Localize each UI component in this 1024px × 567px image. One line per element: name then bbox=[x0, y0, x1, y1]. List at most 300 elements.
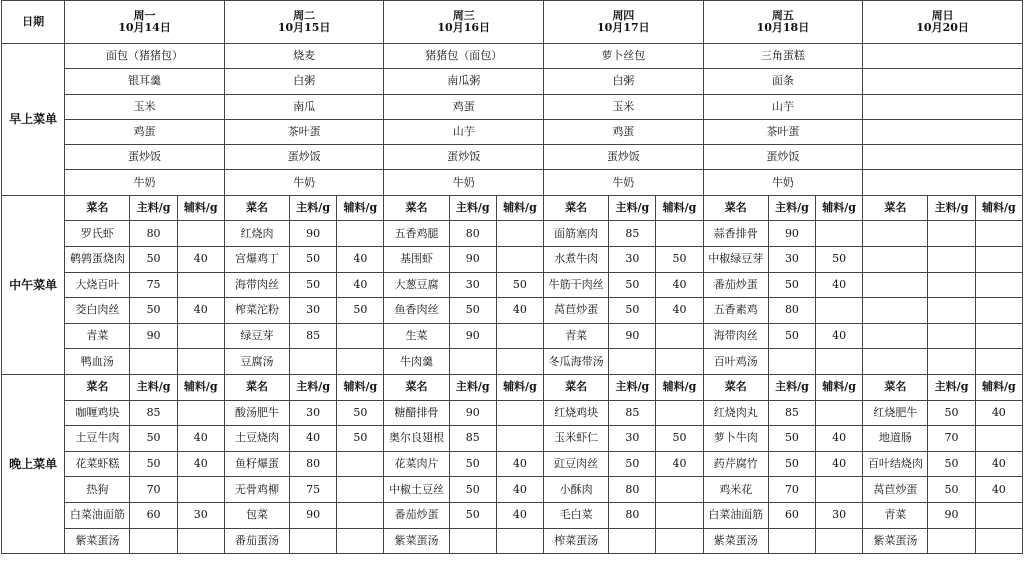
dish-name: 蒜香排骨 bbox=[703, 221, 768, 247]
main-weight bbox=[290, 528, 337, 554]
aux-weight bbox=[337, 349, 384, 375]
main-weight: 30 bbox=[768, 246, 815, 272]
dish-name: 红烧肉丸 bbox=[703, 400, 768, 426]
main-weight: 30 bbox=[290, 298, 337, 324]
main-weight: 85 bbox=[609, 221, 656, 247]
main-weight: 50 bbox=[768, 323, 815, 349]
dish-name: 五香素鸡 bbox=[703, 298, 768, 324]
breakfast-item bbox=[863, 44, 1023, 69]
dish-name: 生菜 bbox=[384, 323, 449, 349]
day-header bbox=[703, 1, 863, 44]
main-weight-column-label: 主料/g bbox=[768, 195, 815, 221]
day-header bbox=[384, 1, 544, 44]
dish-name: 水煮牛肉 bbox=[544, 246, 609, 272]
dish-name: 土豆烧肉 bbox=[224, 426, 289, 452]
aux-weight: 40 bbox=[975, 477, 1022, 503]
aux-weight bbox=[656, 477, 703, 503]
main-weight-column-label: 主料/g bbox=[449, 195, 496, 221]
day-name: 周五 bbox=[771, 9, 794, 22]
day-name: 周日 bbox=[931, 9, 954, 22]
dish-name: 奥尔良翅根 bbox=[384, 426, 449, 452]
breakfast-item bbox=[863, 94, 1023, 119]
breakfast-item: 山芋 bbox=[703, 94, 863, 119]
main-weight: 30 bbox=[609, 426, 656, 452]
main-weight: 70 bbox=[130, 477, 177, 503]
day-date: 10月18日 bbox=[756, 21, 810, 34]
breakfast-item: 牛奶 bbox=[65, 170, 225, 195]
main-weight: 50 bbox=[130, 451, 177, 477]
breakfast-item: 面条 bbox=[703, 69, 863, 94]
breakfast-item: 银耳羹 bbox=[65, 69, 225, 94]
dish-name: 鹌鹑蛋烧肉 bbox=[65, 246, 130, 272]
dish-name: 百叶鸡汤 bbox=[703, 349, 768, 375]
dish-name: 酸汤肥牛 bbox=[224, 400, 289, 426]
aux-weight: 40 bbox=[177, 298, 224, 324]
aux-weight: 40 bbox=[816, 272, 863, 298]
main-weight bbox=[449, 349, 496, 375]
breakfast-item: 牛奶 bbox=[384, 170, 544, 195]
main-weight: 90 bbox=[130, 323, 177, 349]
dish-name: 中椒土豆丝 bbox=[384, 477, 449, 503]
aux-weight-column-label: 辅料/g bbox=[496, 374, 543, 400]
breakfast-item: 牛奶 bbox=[703, 170, 863, 195]
dish-name: 热狗 bbox=[65, 477, 130, 503]
aux-weight bbox=[496, 528, 543, 554]
date-label: 日期 bbox=[2, 1, 65, 44]
aux-weight: 50 bbox=[656, 426, 703, 452]
aux-weight bbox=[975, 502, 1022, 528]
main-weight: 50 bbox=[768, 426, 815, 452]
day-name: 周二 bbox=[293, 9, 316, 22]
aux-weight: 40 bbox=[816, 426, 863, 452]
main-weight bbox=[928, 246, 975, 272]
main-weight bbox=[768, 528, 815, 554]
main-weight: 50 bbox=[928, 477, 975, 503]
aux-weight bbox=[975, 323, 1022, 349]
dish-column-label: 菜名 bbox=[224, 195, 289, 221]
aux-weight: 40 bbox=[496, 477, 543, 503]
breakfast-item: 三角蛋糕 bbox=[703, 44, 863, 69]
dish-name: 罗氏虾 bbox=[65, 221, 130, 247]
day-header bbox=[65, 1, 225, 44]
aux-weight bbox=[337, 323, 384, 349]
breakfast-row bbox=[2, 145, 1023, 170]
breakfast-item: 茶叶蛋 bbox=[224, 119, 384, 144]
day-date: 10月16日 bbox=[437, 21, 491, 34]
aux-weight: 40 bbox=[177, 451, 224, 477]
dish-name: 地道肠 bbox=[863, 426, 928, 452]
aux-weight bbox=[177, 349, 224, 375]
aux-weight: 50 bbox=[496, 272, 543, 298]
dish-name: 五香鸡腿 bbox=[384, 221, 449, 247]
breakfast-item: 蛋炒饭 bbox=[544, 145, 704, 170]
main-weight: 85 bbox=[609, 400, 656, 426]
aux-weight-column-label: 辅料/g bbox=[656, 195, 703, 221]
main-weight: 90 bbox=[290, 221, 337, 247]
aux-weight bbox=[816, 400, 863, 426]
dish-column-label: 菜名 bbox=[703, 195, 768, 221]
dish-name: 包菜 bbox=[224, 502, 289, 528]
breakfast-row bbox=[2, 119, 1023, 144]
dish-name: 玉米虾仁 bbox=[544, 426, 609, 452]
main-weight bbox=[928, 298, 975, 324]
main-weight: 30 bbox=[290, 400, 337, 426]
aux-weight bbox=[656, 349, 703, 375]
main-weight: 30 bbox=[609, 246, 656, 272]
dish-name: 鸡米花 bbox=[703, 477, 768, 503]
dish-name: 绿豆芽 bbox=[224, 323, 289, 349]
aux-weight bbox=[496, 349, 543, 375]
dish-column-label: 菜名 bbox=[65, 195, 130, 221]
dish-name: 大烧百叶 bbox=[65, 272, 130, 298]
aux-weight bbox=[496, 221, 543, 247]
breakfast-item bbox=[863, 119, 1023, 144]
dish-name: 榨菜蛋汤 bbox=[544, 528, 609, 554]
aux-weight: 40 bbox=[816, 451, 863, 477]
main-weight bbox=[609, 349, 656, 375]
aux-weight bbox=[975, 528, 1022, 554]
lunch-dish-row bbox=[2, 323, 1023, 349]
main-weight: 75 bbox=[130, 272, 177, 298]
dish-name: 鱼香肉丝 bbox=[384, 298, 449, 324]
aux-weight: 40 bbox=[496, 502, 543, 528]
breakfast-item: 鸡蛋 bbox=[65, 119, 225, 144]
dish-name: 番茄炒蛋 bbox=[703, 272, 768, 298]
lunch-dish-row bbox=[2, 246, 1023, 272]
day-date: 10月17日 bbox=[597, 21, 650, 34]
main-weight: 85 bbox=[290, 323, 337, 349]
aux-weight bbox=[656, 221, 703, 247]
main-weight: 75 bbox=[290, 477, 337, 503]
aux-weight bbox=[656, 323, 703, 349]
aux-weight: 40 bbox=[337, 246, 384, 272]
aux-weight bbox=[816, 528, 863, 554]
day-name: 周四 bbox=[612, 9, 635, 22]
aux-weight bbox=[177, 400, 224, 426]
main-weight bbox=[768, 349, 815, 375]
dish-name: 海带肉丝 bbox=[703, 323, 768, 349]
aux-weight bbox=[496, 426, 543, 452]
day-header bbox=[224, 1, 384, 44]
main-weight bbox=[928, 323, 975, 349]
breakfast-item: 猪猪包（面包） bbox=[384, 44, 544, 69]
main-weight-column-label: 主料/g bbox=[130, 195, 177, 221]
dish-name bbox=[863, 298, 928, 324]
dish-name: 茭白肉丝 bbox=[65, 298, 130, 324]
breakfast-item bbox=[863, 145, 1023, 170]
aux-weight: 40 bbox=[656, 451, 703, 477]
dinner-column-header-row bbox=[2, 374, 1023, 400]
main-weight: 40 bbox=[290, 426, 337, 452]
dish-name: 紫菜蛋汤 bbox=[703, 528, 768, 554]
day-name: 周三 bbox=[452, 9, 475, 22]
dish-name: 莴苣炒蛋 bbox=[544, 298, 609, 324]
breakfast-item: 蛋炒饭 bbox=[65, 145, 225, 170]
main-weight: 50 bbox=[130, 298, 177, 324]
aux-weight bbox=[975, 349, 1022, 375]
dish-name bbox=[863, 323, 928, 349]
dish-name: 花菜虾糕 bbox=[65, 451, 130, 477]
dish-column-label: 菜名 bbox=[544, 195, 609, 221]
main-weight: 90 bbox=[768, 221, 815, 247]
dish-name: 鸭血汤 bbox=[65, 349, 130, 375]
aux-weight: 30 bbox=[816, 502, 863, 528]
day-date: 10月14日 bbox=[118, 21, 171, 34]
aux-weight: 40 bbox=[177, 426, 224, 452]
main-weight: 90 bbox=[609, 323, 656, 349]
breakfast-item: 蛋炒饭 bbox=[224, 145, 384, 170]
breakfast-item: 玉米 bbox=[65, 94, 225, 119]
aux-weight bbox=[496, 400, 543, 426]
aux-weight-column-label: 辅料/g bbox=[337, 374, 384, 400]
breakfast-item: 蛋炒饭 bbox=[384, 145, 544, 170]
main-weight bbox=[449, 528, 496, 554]
dinner-dish-row bbox=[2, 528, 1023, 554]
lunch-dish-row bbox=[2, 221, 1023, 247]
main-weight bbox=[928, 349, 975, 375]
aux-weight: 40 bbox=[496, 451, 543, 477]
dish-name: 番茄蛋汤 bbox=[224, 528, 289, 554]
day-name: 周一 bbox=[133, 9, 156, 22]
aux-weight-column-label: 辅料/g bbox=[975, 374, 1022, 400]
main-weight: 30 bbox=[449, 272, 496, 298]
main-weight: 50 bbox=[928, 400, 975, 426]
day-date: 10月15日 bbox=[277, 21, 331, 34]
breakfast-item: 白粥 bbox=[544, 69, 704, 94]
main-weight: 50 bbox=[449, 451, 496, 477]
aux-weight: 40 bbox=[337, 272, 384, 298]
aux-weight: 50 bbox=[816, 246, 863, 272]
dish-name: 牛肉羹 bbox=[384, 349, 449, 375]
dish-name: 红烧鸡块 bbox=[544, 400, 609, 426]
aux-weight bbox=[177, 323, 224, 349]
dish-name: 白菜油面筋 bbox=[65, 502, 130, 528]
dish-column-label: 菜名 bbox=[703, 374, 768, 400]
dish-column-label: 菜名 bbox=[384, 195, 449, 221]
aux-weight-column-label: 辅料/g bbox=[496, 195, 543, 221]
aux-weight bbox=[177, 528, 224, 554]
aux-weight bbox=[816, 477, 863, 503]
aux-weight bbox=[496, 246, 543, 272]
dish-name: 百叶结烧肉 bbox=[863, 451, 928, 477]
main-weight-column-label: 主料/g bbox=[290, 195, 337, 221]
aux-weight: 50 bbox=[337, 298, 384, 324]
aux-weight: 30 bbox=[177, 502, 224, 528]
main-weight-column-label: 主料/g bbox=[449, 374, 496, 400]
aux-weight bbox=[816, 298, 863, 324]
aux-weight bbox=[975, 246, 1022, 272]
main-weight: 60 bbox=[768, 502, 815, 528]
breakfast-item: 鸡蛋 bbox=[384, 94, 544, 119]
aux-weight: 40 bbox=[177, 246, 224, 272]
breakfast-item: 白粥 bbox=[224, 69, 384, 94]
breakfast-item: 山芋 bbox=[384, 119, 544, 144]
breakfast-item: 玉米 bbox=[544, 94, 704, 119]
aux-weight bbox=[816, 349, 863, 375]
aux-weight bbox=[496, 323, 543, 349]
main-weight: 85 bbox=[768, 400, 815, 426]
dish-name: 海带肉丝 bbox=[224, 272, 289, 298]
breakfast-item: 牛奶 bbox=[544, 170, 704, 195]
dish-name: 紫菜蛋汤 bbox=[863, 528, 928, 554]
aux-weight: 40 bbox=[656, 298, 703, 324]
breakfast-item: 萝卜丝包 bbox=[544, 44, 704, 69]
header-row bbox=[2, 1, 1023, 44]
breakfast-row bbox=[2, 170, 1023, 195]
breakfast-item: 茶叶蛋 bbox=[703, 119, 863, 144]
main-weight bbox=[928, 272, 975, 298]
breakfast-item: 烧麦 bbox=[224, 44, 384, 69]
main-weight: 90 bbox=[449, 246, 496, 272]
main-weight: 90 bbox=[449, 400, 496, 426]
dish-name: 花菜肉片 bbox=[384, 451, 449, 477]
dish-name: 土豆牛肉 bbox=[65, 426, 130, 452]
main-weight-column-label: 主料/g bbox=[609, 374, 656, 400]
main-weight bbox=[130, 349, 177, 375]
aux-weight: 40 bbox=[975, 400, 1022, 426]
breakfast-item: 南瓜 bbox=[224, 94, 384, 119]
lunch-dish-row bbox=[2, 272, 1023, 298]
aux-weight-column-label: 辅料/g bbox=[656, 374, 703, 400]
aux-weight bbox=[177, 477, 224, 503]
lunch-column-header-row bbox=[2, 195, 1023, 221]
aux-weight bbox=[337, 528, 384, 554]
breakfast-item bbox=[863, 69, 1023, 94]
dish-name: 青菜 bbox=[863, 502, 928, 528]
dinner-dish-row bbox=[2, 477, 1023, 503]
aux-weight: 50 bbox=[337, 426, 384, 452]
main-weight bbox=[130, 528, 177, 554]
aux-weight-column-label: 辅料/g bbox=[816, 374, 863, 400]
dinner-dish-row bbox=[2, 502, 1023, 528]
main-weight-column-label: 主料/g bbox=[290, 374, 337, 400]
main-weight: 50 bbox=[928, 451, 975, 477]
dish-name: 牛筋干肉丝 bbox=[544, 272, 609, 298]
breakfast-item bbox=[863, 170, 1023, 195]
breakfast-row bbox=[2, 44, 1023, 69]
aux-weight bbox=[177, 272, 224, 298]
main-weight bbox=[290, 349, 337, 375]
aux-weight bbox=[337, 221, 384, 247]
dinner-dish-row bbox=[2, 426, 1023, 452]
aux-weight: 50 bbox=[337, 400, 384, 426]
main-weight: 70 bbox=[928, 426, 975, 452]
main-weight: 90 bbox=[290, 502, 337, 528]
main-weight: 50 bbox=[609, 272, 656, 298]
dish-name: 青菜 bbox=[544, 323, 609, 349]
main-weight: 50 bbox=[768, 451, 815, 477]
lunch-dish-row bbox=[2, 298, 1023, 324]
breakfast-row bbox=[2, 69, 1023, 94]
main-weight bbox=[928, 221, 975, 247]
dish-name: 宫爆鸡丁 bbox=[224, 246, 289, 272]
day-date: 10月20日 bbox=[916, 21, 969, 34]
aux-weight-column-label: 辅料/g bbox=[975, 195, 1022, 221]
dish-name: 莴苣炒蛋 bbox=[863, 477, 928, 503]
main-weight: 90 bbox=[449, 323, 496, 349]
aux-weight bbox=[975, 426, 1022, 452]
dish-column-label: 菜名 bbox=[224, 374, 289, 400]
main-weight: 80 bbox=[609, 477, 656, 503]
dish-name: 豆腐汤 bbox=[224, 349, 289, 375]
dish-name: 中椒绿豆芽 bbox=[703, 246, 768, 272]
aux-weight-column-label: 辅料/g bbox=[177, 374, 224, 400]
dish-name: 红烧肉 bbox=[224, 221, 289, 247]
main-weight bbox=[609, 528, 656, 554]
main-weight bbox=[928, 528, 975, 554]
main-weight: 85 bbox=[449, 426, 496, 452]
dish-name: 豇豆肉丝 bbox=[544, 451, 609, 477]
main-weight: 90 bbox=[928, 502, 975, 528]
aux-weight: 40 bbox=[816, 323, 863, 349]
main-weight: 85 bbox=[130, 400, 177, 426]
main-weight: 50 bbox=[290, 272, 337, 298]
aux-weight: 50 bbox=[656, 246, 703, 272]
aux-weight: 40 bbox=[656, 272, 703, 298]
breakfast-row bbox=[2, 94, 1023, 119]
dish-name: 白菜油面筋 bbox=[703, 502, 768, 528]
weekly-menu-table bbox=[1, 0, 1023, 554]
main-weight: 70 bbox=[768, 477, 815, 503]
main-weight: 50 bbox=[449, 502, 496, 528]
dish-name bbox=[863, 349, 928, 375]
dish-name bbox=[863, 221, 928, 247]
main-weight: 50 bbox=[449, 477, 496, 503]
main-weight: 60 bbox=[130, 502, 177, 528]
main-weight-column-label: 主料/g bbox=[609, 195, 656, 221]
aux-weight: 40 bbox=[975, 451, 1022, 477]
aux-weight bbox=[177, 221, 224, 247]
dish-column-label: 菜名 bbox=[544, 374, 609, 400]
main-weight: 80 bbox=[290, 451, 337, 477]
aux-weight: 40 bbox=[496, 298, 543, 324]
main-weight-column-label: 主料/g bbox=[130, 374, 177, 400]
dish-name bbox=[863, 272, 928, 298]
main-weight: 80 bbox=[130, 221, 177, 247]
dish-name: 紫菜蛋汤 bbox=[65, 528, 130, 554]
main-weight: 80 bbox=[768, 298, 815, 324]
day-header bbox=[863, 1, 1023, 44]
aux-weight bbox=[656, 528, 703, 554]
main-weight: 50 bbox=[768, 272, 815, 298]
dish-name: 青菜 bbox=[65, 323, 130, 349]
dish-name: 榨菜沱粉 bbox=[224, 298, 289, 324]
lunch-section-label: 中午菜单 bbox=[2, 195, 65, 374]
dish-name: 面筋塞肉 bbox=[544, 221, 609, 247]
main-weight: 50 bbox=[130, 426, 177, 452]
dish-name: 紫菜蛋汤 bbox=[384, 528, 449, 554]
aux-weight bbox=[337, 451, 384, 477]
breakfast-item: 南瓜粥 bbox=[384, 69, 544, 94]
dish-column-label: 菜名 bbox=[863, 374, 928, 400]
dish-name: 药芹腐竹 bbox=[703, 451, 768, 477]
dish-name: 大葱豆腐 bbox=[384, 272, 449, 298]
breakfast-section-label: 早上菜单 bbox=[2, 44, 65, 196]
dish-name: 冬瓜海带汤 bbox=[544, 349, 609, 375]
main-weight: 50 bbox=[609, 451, 656, 477]
dish-column-label: 菜名 bbox=[65, 374, 130, 400]
aux-weight bbox=[337, 502, 384, 528]
dinner-dish-row bbox=[2, 451, 1023, 477]
main-weight: 50 bbox=[290, 246, 337, 272]
main-weight-column-label: 主料/g bbox=[928, 374, 975, 400]
aux-weight-column-label: 辅料/g bbox=[337, 195, 384, 221]
breakfast-item: 面包（猪猪包） bbox=[65, 44, 225, 69]
dish-name: 萝卜牛肉 bbox=[703, 426, 768, 452]
main-weight-column-label: 主料/g bbox=[768, 374, 815, 400]
aux-weight-column-label: 辅料/g bbox=[177, 195, 224, 221]
main-weight: 50 bbox=[130, 246, 177, 272]
